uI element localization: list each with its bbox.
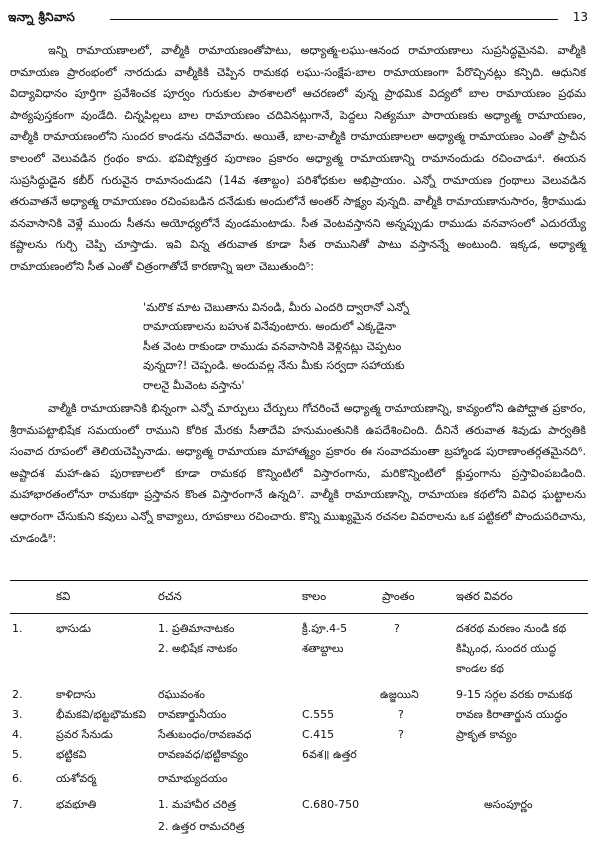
table-cell-region: ? [398, 728, 404, 741]
table-cell-poet: కాళిదాసు [56, 688, 96, 701]
page-header [8, 10, 588, 30]
quote-line: సీత వెంట రాకుండా రాముడు వనవాసానికి వెళ్లినట్లు చెప్పటం [143, 339, 402, 353]
table-cell-period: C.680-750 [302, 798, 360, 811]
paragraph-1 [10, 40, 586, 278]
table-cell-other: 9-15 సర్గల వరకు రామకథ [456, 688, 573, 701]
table-cell-period: క్రీ.పూ.4-5 [302, 622, 348, 635]
table-row-number: 1. [12, 622, 23, 635]
quote-line: రామాయణాలను బహుశ వినేవుంటారు. అందులో ఎక్కడైనా [143, 320, 397, 334]
block-quote [143, 298, 563, 395]
table-header-work: రచన [158, 589, 182, 603]
table-header-region: ప్రాంతం [382, 589, 415, 603]
quote-line: 'మరొక మాట చెబుతాను వినండి, మీరు ఎందరి ద్వారానో ఎన్నో [143, 301, 410, 314]
table-row-number: 7. [12, 798, 23, 811]
table-header-poet: కవి [56, 589, 71, 603]
table-row-number: 4. [12, 728, 23, 741]
table-row-number: 2. [12, 688, 23, 701]
table-cell-work: 1. మహావీర చరిత్ర [158, 798, 237, 811]
table-cell-period: 6వశ॥ ఉత్తర [302, 748, 357, 761]
table-cell-poet: భట్టికవి [56, 748, 87, 761]
paragraph-2 [10, 398, 586, 549]
table-cell-region: ఉజ్జయిని [380, 688, 419, 701]
table-cell-region: ? [398, 708, 404, 721]
table-cell-poet: యశోవర్మ [56, 772, 97, 785]
quote-line: రాలనై మీవెంట వస్తాను' [143, 378, 245, 392]
table-cell-other: అసంపూర్ణం [484, 798, 533, 811]
table-row-number: 3. [12, 708, 23, 721]
table-cell-other: రావణ కిరాతార్జున యుద్ధం [456, 708, 568, 721]
table-row-number: 6. [12, 772, 23, 785]
table-cell-work: సేతుబంధం/రావణవధ [158, 728, 252, 741]
table-cell-region: ? [394, 622, 400, 635]
page-number: 13 [572, 10, 588, 24]
table-top-rule [10, 580, 588, 581]
table-cell-poet: భీమకవి/భట్టభౌమకవి [56, 708, 147, 721]
table-cell-poet: భాసుడు [56, 622, 91, 635]
table-cell-work: రావణవధ/భట్టికావ్యం [158, 748, 249, 761]
table-header-period: కాలం [302, 589, 327, 603]
table-cell-work: 1. ప్రతిమానాటకం [158, 622, 235, 635]
table-cell-work: 2. ఉత్తర రామచరిత్ర [158, 820, 245, 833]
header-rule [110, 19, 558, 20]
table-cell-work: 2. అభిషేక నాటకం [158, 642, 238, 655]
table-header-rule [10, 613, 588, 614]
table-cell-other: దశరథ మరణం నుండి కథ [456, 622, 567, 635]
table-cell-period: శతాబ్దాలు [302, 642, 344, 655]
quote-line: వున్నదా?! చెప్పండి. అందువల్ల నేను మీకు సర్వదా సహాయకు [143, 359, 405, 373]
table-cell-period: C.415 [302, 728, 335, 741]
table-cell-work: రఘువంశం [158, 688, 205, 701]
paragraph-2-text: వాల్మీకి రామాయణానికి భిన్నంగా ఎన్నో మార్పులు చేర్పులు గోచరించే అధ్యాత్మ రామాయణాన్ని, కావ్యంలోని ఉపోద్ఘాత ప్రకారం, శ్రీరామపట్టాభిషేక సమయంలో రాముని కోరిక మేరకు సీతాదేవి హనుమంతునికి ఉపదేశించింది. దీనినే తరువాత శివుడు పార్వతికి సంవాద రూపంలో తెలియచెప్పినాడు. అధ్యాత్మ రామాయణ మాహాత్మ్యం ప్రకారం ఈ సంవాదమంతా బ్రహ్మాండ పురాణాంతర్గతమైనది⁶. అష్టాదశ మహా-ఉప పురాణాలలో కూడా రామకథ కొన్నింటిలో విస్తారంగాను, మరికొన్నింటిలో క్లుప్తంగాను ప్రస్తావింపబడింది. మహాభారతంలోనూ రామకథా ప్రస్తావన కొంత విస్తారంగానే ఉన్నది⁷. వాల్మీకి రామాయణాన్ని, రామాయణ కథలోని వివిధ ఘట్టాలను ఆధారంగా చేసుకుని కవులు ఎన్నో కావ్యాలు, రూపకాలు రచించారు. కొన్ని ముఖ్యమైన రచనల వివరాలను ఒక పట్టికలో పొందుపరిచాను, చూడండి⁸: [10, 402, 586, 545]
table-cell-poet: ప్రవర సేనుడు [56, 728, 113, 741]
table-header-other: ఇతర వివరం [456, 589, 513, 603]
running-header-author: ఇన్నా శ్రీనివాస [8, 10, 76, 24]
table-cell-poet: భవభూతి [56, 798, 97, 811]
table-cell-work: రావణార్జునీయం [158, 708, 227, 721]
table-cell-work: రామాభ్యుదయం [158, 772, 228, 785]
table-cell-other: కాండల కథ [456, 662, 504, 675]
table-cell-other: కిష్కింధ, సుందర యుద్ధ [456, 642, 557, 655]
paragraph-1-text: ఇన్ని రామాయణాలలో, వాల్మీకి రామాయణంతోపాటు, అధ్యాత్మ-లఘు-ఆనంద రామాయణాలు సుప్రసిద్ధమైనవి. వాల్మీకి రామాయణ ప్రారంభంలో నారదుడు వాల్మీకికి చెప్పిన రామకథ లఘు-సంక్షేప-బాల రామాయణంగా పేరొచ్చినట్లు కన్పిది. ఆధునిక విద్యావిధానం పూర్తిగా ప్రవేశించక పూర్వం గురుకుల పాఠశాలలో ఆచరణలో వున్న ప్రాథమిక విద్యలో బాల రామాయణం ప్రథమ పాఠ్యపుస్తకంగా వుండేది. చిన్నపిల్లలు బాల రామాయణం చదివినట్లుగానే, పెద్దలు నిత్యమూ పారాయణకు అధ్యాత్మ రామాయణం, వాల్మీకి రామాయణంలోని సుందర కాండను చదివేవారు. అయితే, బాల-వాల్మీకి రామాయణాలలా అధ్యాత్మ రామాయణం ఎంతో ప్రాచీన కాలంలో వెలువడిన గ్రంథం కాదు. భవిష్యోత్తర పురాణం ప్రకారం అధ్యాత్మ రామాయణాన్ని రామానందుడు రచించాడు⁴. ఈయన సుప్రసిద్ధుడైన కబీర్ గురువైన రామానందుడని (14వ శతాబ్దం) పరిశోధకుల అభిప్రాయం. ఎన్నో రామాయణ గ్రంథాలు వెలువడిన తరువాతనే అధ్యాత్మ రామాయణం రచింపబడిన దనేడుకు అందులోనే అంతర్ సాక్ష్యం వున్నది. వాల్మీకి రామాయణానుసారం, శ్రీరాముడు వనవాసానికి వెళ్లే ముందు సీతను అయోధ్యలోనే వుండమంటాడు. సీత వెంటవస్తానని అన్నప్పుడు రాముడు వనవాసంలో ఎదురయ్యే కష్టాలను గుర్చి చెప్పి చూస్తాడు. ఇవి విన్న తరువాత కూడా సీత రామునితో పాటు వస్తానన్నే అంటుంది. ఇక్కడ, అధ్యాత్మ రామాయణంలోని సీత ఎంతో చిత్రంగాతోచే కారణాన్ని ఇలా చెబుతుంది⁵: [10, 44, 586, 273]
table-cell-other: ప్రాకృత కావ్యం [456, 728, 517, 741]
table-cell-period: C.555 [302, 708, 335, 721]
table-row-number: 5. [12, 748, 23, 761]
